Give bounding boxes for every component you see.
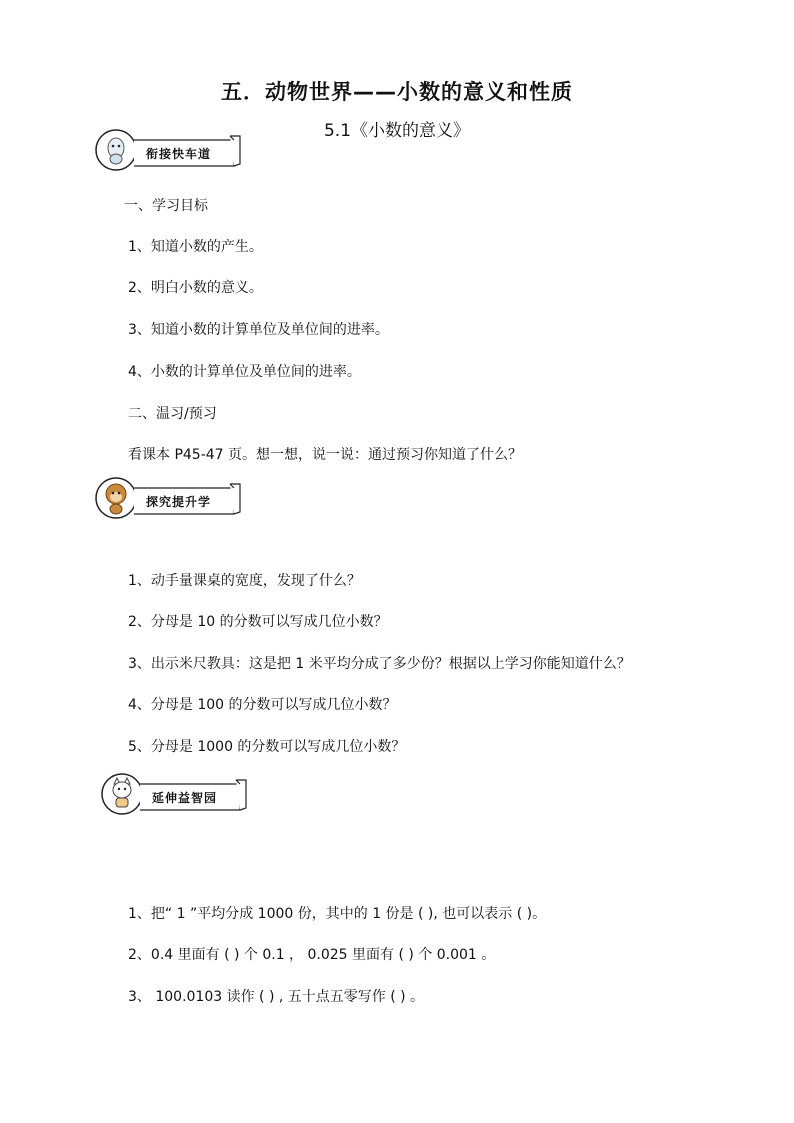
goal-item: 2、明白小数的意义。 <box>128 280 263 296</box>
explore-item: 2、分母是 10 的分数可以写成几位小数？ <box>128 614 388 630</box>
page-title: 五．动物世界——小数的意义和性质 <box>221 80 573 104</box>
exercise-item: 2、0.4 里面有 ( ) 个 0.1 ， 0.025 里面有 ( ) 个 0.001 。 <box>128 947 496 963</box>
goal-item: 1、知道小数的产生。 <box>128 239 263 255</box>
goal-item: 3、知道小数的计算单位及单位间的进率。 <box>128 322 389 338</box>
explore-item: 5、分母是 1000 的分数可以写成几位小数？ <box>128 739 406 755</box>
heading-goals: 一、学习目标 <box>124 198 208 214</box>
page-subtitle: 5.1《小数的意义》 <box>323 121 471 141</box>
banner-label: 衔接快车道 <box>146 147 212 161</box>
heading-preview: 二、温习/预习 <box>128 406 217 422</box>
exercise-item: 1、把“ 1 ”平均分成 1000 份，其中的 1 份是 ( ), 也可以表示 ( )。 <box>128 906 547 922</box>
section-banner-2 <box>94 476 244 526</box>
explore-item: 3、出示米尺教具：这是把 1 米平均分成了多少份？根据以上学习你能知道什么？ <box>128 656 631 672</box>
explore-item: 4、分母是 100 的分数可以写成几位小数？ <box>128 697 397 713</box>
banner-label: 延伸益智园 <box>152 791 218 805</box>
goal-item: 4、小数的计算单位及单位间的进率。 <box>128 364 361 380</box>
section-banner-1 <box>94 128 244 178</box>
exercise-item: 3、 100.0103 读作 ( ) , 五十点五零写作 ( ) 。 <box>128 989 425 1005</box>
section-banner-3 <box>100 772 250 822</box>
explore-item: 1、动手量课桌的宽度，发现了什么？ <box>128 573 361 589</box>
banner-label: 探究提升学 <box>146 495 212 509</box>
preview-text: 看课本 P45-47 页。想一想，说一说：通过预习你知道了什么？ <box>128 447 523 463</box>
